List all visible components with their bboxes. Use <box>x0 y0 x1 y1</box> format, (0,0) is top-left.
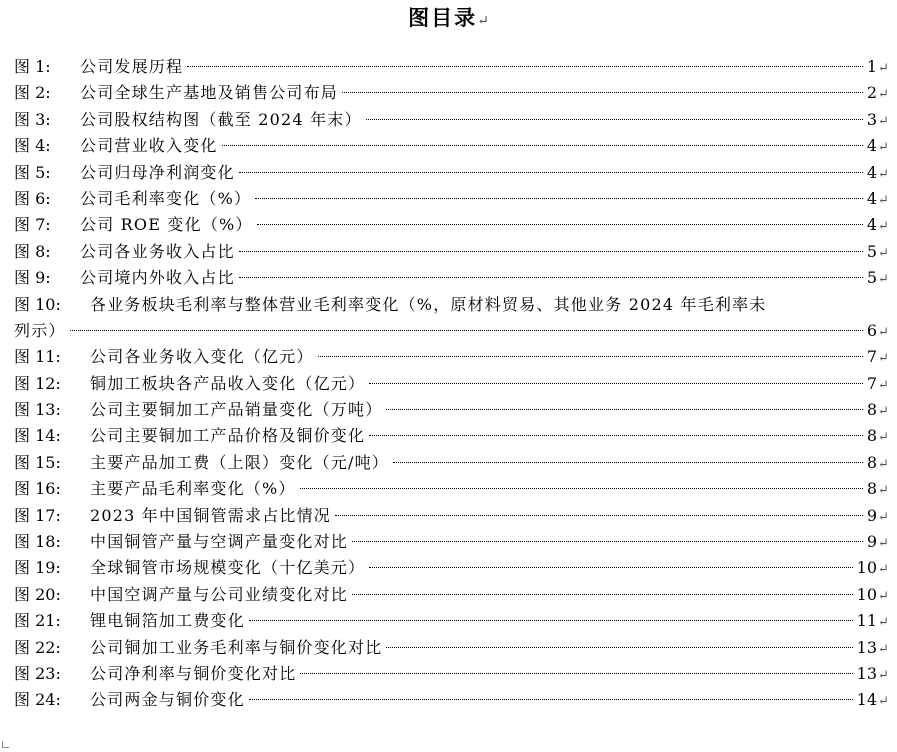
paragraph-mark-icon: ↵ <box>878 272 889 288</box>
toc-entry-title: 各业务板块毛利率与整体营业毛利率变化（%，原材料贸易、其他业务 2024 年毛利率未 <box>90 294 767 314</box>
toc-entry-page-number: 13 <box>856 637 877 657</box>
toc-entry[interactable] <box>14 423 890 449</box>
toc-entry-title: 中国空调产量与公司业绩变化对比 <box>90 584 349 604</box>
paragraph-mark-icon: ↵ <box>878 87 889 103</box>
dot-leader <box>369 435 863 436</box>
paragraph-mark-icon: ↵ <box>878 588 889 604</box>
toc-entry[interactable] <box>14 397 890 423</box>
dot-leader <box>239 277 863 278</box>
paragraph-mark-icon: ↵ <box>878 61 889 76</box>
toc-entry[interactable] <box>14 476 890 502</box>
toc-entry-label: 图 13: <box>14 400 61 420</box>
toc-entry-page-number: 4 <box>866 162 877 182</box>
toc-entry[interactable] <box>14 212 890 238</box>
paragraph-mark-icon: ↵ <box>878 483 889 499</box>
figure-table-of-contents <box>14 54 890 714</box>
dot-leader <box>369 567 852 568</box>
toc-entry-label: 图 24: <box>14 690 61 710</box>
dot-leader <box>300 673 852 674</box>
toc-entry-label: 图 19: <box>14 558 61 578</box>
toc-entry-label: 图 16: <box>14 479 61 499</box>
dot-leader <box>255 198 863 199</box>
toc-entry[interactable] <box>14 661 890 687</box>
toc-entry-label: 图 20: <box>14 584 61 604</box>
toc-entry[interactable] <box>14 687 890 713</box>
toc-title <box>0 4 897 35</box>
toc-entry[interactable] <box>14 344 890 370</box>
paragraph-mark-icon: ↵ <box>878 456 889 472</box>
toc-entry-label: 图 10: <box>14 294 61 314</box>
paragraph-mark-icon: ↵ <box>878 245 889 261</box>
toc-entry-label: 图 9: <box>14 268 51 288</box>
toc-entry-label: 图 2: <box>14 83 51 103</box>
toc-entry-title: 公司两金与铜价变化 <box>90 690 245 710</box>
toc-entry[interactable] <box>14 582 890 608</box>
toc-entry-title: 公司境内外收入占比 <box>80 268 235 288</box>
toc-entry[interactable] <box>14 608 890 634</box>
toc-entry-label: 图 22: <box>14 637 61 657</box>
toc-entry-label: 图 8: <box>14 241 51 261</box>
toc-entry-title: 公司净利率与铜价变化对比 <box>90 663 297 683</box>
paragraph-mark-icon: ↵ <box>878 641 889 657</box>
toc-entry[interactable] <box>14 186 890 212</box>
dot-leader <box>257 224 863 225</box>
toc-entry-page-number: 3 <box>866 109 877 129</box>
toc-entry-page-number: 8 <box>866 479 877 499</box>
toc-entry[interactable] <box>14 503 890 529</box>
toc-entry-page-number: 5 <box>866 241 877 261</box>
toc-entry-title: 公司股权结构图（截至 2024 年末） <box>80 109 362 129</box>
toc-entry-title: 主要产品加工费（上限）变化（元/吨） <box>90 452 389 472</box>
toc-entry-page-number: 4 <box>866 136 877 156</box>
toc-entry-page-number: 8 <box>866 426 877 446</box>
dot-leader <box>352 541 863 542</box>
toc-entry-label: 图 4: <box>14 136 51 156</box>
toc-entry-page-number: 10 <box>856 558 877 578</box>
toc-entry[interactable] <box>14 107 890 133</box>
toc-entry-page-number: 1 <box>866 57 877 76</box>
dot-leader <box>386 409 862 410</box>
paragraph-mark-icon: ↵ <box>878 324 889 340</box>
toc-entry-title: 公司铜加工业务毛利率与铜价变化对比 <box>90 637 383 657</box>
toc-entry-title: 全球铜管市场规模变化（十亿美元） <box>90 558 366 578</box>
dot-leader <box>393 462 863 463</box>
toc-entry-title: 公司发展历程 <box>80 57 184 76</box>
paragraph-mark-icon: ↵ <box>878 615 889 631</box>
toc-title-text: 图目录 <box>408 5 478 30</box>
toc-entry-title: 公司各业务收入变化（亿元） <box>90 347 314 367</box>
paragraph-mark-icon: ↵ <box>878 192 889 208</box>
toc-entry-title: 公司营业收入变化 <box>80 136 218 156</box>
toc-entry[interactable] <box>14 133 890 159</box>
toc-entry-label: 图 5: <box>14 162 51 182</box>
toc-entry-page-number: 11 <box>856 611 877 631</box>
dot-leader <box>342 92 863 93</box>
toc-entry-title: 公司主要铜加工产品价格及铜价变化 <box>90 426 366 446</box>
toc-entry-label: 图 21: <box>14 611 61 631</box>
toc-entry-page-number: 8 <box>866 452 877 472</box>
dot-leader <box>239 251 863 252</box>
dot-leader <box>335 515 863 516</box>
paragraph-mark-icon: ↵ <box>878 113 889 129</box>
toc-entry-page-number: 13 <box>856 663 877 683</box>
dot-leader <box>369 383 863 384</box>
toc-entry[interactable] <box>14 80 890 106</box>
paragraph-mark-icon: ↵ <box>477 13 489 29</box>
toc-entry-label: 图 3: <box>14 109 51 129</box>
toc-entry[interactable] <box>14 529 890 555</box>
toc-entry-title: 公司主要铜加工产品销量变化（万吨） <box>90 400 383 420</box>
paragraph-mark-icon: ↵ <box>878 377 889 393</box>
toc-entry-label: 图 11: <box>14 347 61 367</box>
toc-entry[interactable] <box>14 450 890 476</box>
toc-entry-title: 公司毛利率变化（%） <box>80 188 252 208</box>
toc-entry[interactable] <box>14 160 890 186</box>
toc-entry-page-number: 4 <box>866 188 877 208</box>
paragraph-mark-icon: ↵ <box>878 404 889 420</box>
toc-entry[interactable] <box>14 265 890 291</box>
toc-entry-title-continued: 列示） <box>14 320 66 340</box>
paragraph-mark-icon: ↵ <box>878 219 889 235</box>
toc-entry-label: 图 12: <box>14 373 61 393</box>
toc-entry-page-number: 6 <box>866 320 877 340</box>
paragraph-mark-icon: ↵ <box>878 536 889 552</box>
paragraph-mark-icon: ↵ <box>878 562 889 578</box>
dot-leader <box>249 620 853 621</box>
toc-entry[interactable] <box>14 371 890 397</box>
toc-entry-page-number: 8 <box>866 400 877 420</box>
paragraph-mark-icon: ↵ <box>878 430 889 446</box>
toc-entry-label: 图 23: <box>14 663 61 683</box>
toc-entry-title: 公司各业务收入占比 <box>80 241 235 261</box>
toc-entry-page-number: 10 <box>856 584 877 604</box>
dot-leader <box>386 647 852 648</box>
paragraph-mark-icon: ↵ <box>878 509 889 525</box>
toc-entry-title: 锂电铜箔加工费变化 <box>90 611 245 631</box>
toc-entry-label: 图 15: <box>14 452 61 472</box>
toc-entry[interactable] <box>14 292 890 345</box>
toc-entry-page-number: 2 <box>866 83 877 103</box>
toc-entry-title: 2023 年中国铜管需求占比情况 <box>90 505 332 525</box>
toc-entry-label: 图 17: <box>14 505 61 525</box>
toc-entry-label: 图 14: <box>14 426 61 446</box>
toc-entry-page-number: 14 <box>856 690 877 710</box>
toc-entry[interactable] <box>14 635 890 661</box>
toc-entry-title: 公司全球生产基地及销售公司布局 <box>80 83 339 103</box>
toc-entry-title: 公司归母净利润变化 <box>80 162 235 182</box>
dot-leader <box>187 66 863 67</box>
toc-entry-title: 铜加工板块各产品收入变化（亿元） <box>90 373 366 393</box>
toc-entry-title: 公司 ROE 变化（%） <box>80 215 253 235</box>
dot-leader <box>352 594 853 595</box>
dot-leader <box>366 119 863 120</box>
toc-entry-label: 图 1: <box>14 57 51 76</box>
toc-entry-title: 主要产品毛利率变化（%） <box>90 479 296 499</box>
paragraph-mark-icon: ↵ <box>878 667 889 683</box>
toc-entry-page-number: 7 <box>866 373 877 393</box>
dot-leader <box>300 488 863 489</box>
toc-entry-page-number: 4 <box>866 215 877 235</box>
toc-entry-page-number: 9 <box>866 532 877 552</box>
toc-entry-title: 中国铜管产量与空调产量变化对比 <box>90 532 349 552</box>
paragraph-mark-icon: ↵ <box>878 166 889 182</box>
toc-entry-label: 图 18: <box>14 532 61 552</box>
dot-leader <box>70 330 863 331</box>
toc-entry-page-number: 5 <box>866 268 877 288</box>
paragraph-mark-icon: ↵ <box>878 140 889 156</box>
toc-entry-page-number: 7 <box>866 347 877 367</box>
page-corner-mark <box>2 741 9 748</box>
toc-entry[interactable] <box>14 54 890 80</box>
toc-entry-page-number: 9 <box>866 505 877 525</box>
toc-entry-label: 图 7: <box>14 215 51 235</box>
paragraph-mark-icon: ↵ <box>878 694 889 710</box>
toc-entry[interactable] <box>14 239 890 265</box>
dot-leader <box>318 356 863 357</box>
dot-leader <box>222 145 863 146</box>
toc-entry-label: 图 6: <box>14 188 51 208</box>
toc-entry[interactable] <box>14 555 890 581</box>
dot-leader <box>249 699 853 700</box>
dot-leader <box>239 172 863 173</box>
paragraph-mark-icon: ↵ <box>878 351 889 367</box>
